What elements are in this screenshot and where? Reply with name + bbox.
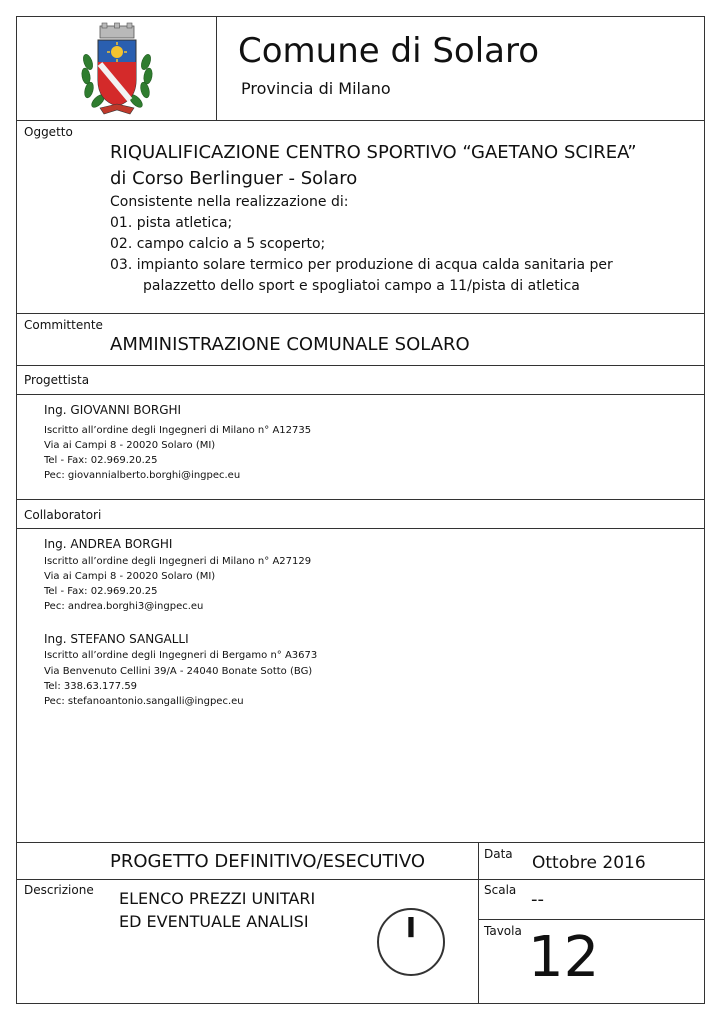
coat-of-arms-logo: [78, 22, 156, 116]
progettista-detail: Pec: giovannialberto.borghi@ingpec.eu: [44, 470, 241, 481]
progettista-detail: Tel - Fax: 02.969.20.25: [44, 455, 158, 466]
oggetto-item: 02. campo calcio a 5 scoperto;: [110, 236, 326, 252]
descrizione-line: ELENCO PREZZI UNITARI: [119, 889, 316, 908]
oggetto-item: 03. impianto solare termico per produzione di acqua calda sanitaria per: [110, 257, 613, 273]
collaboratore-detail: Pec: andrea.borghi3@ingpec.eu: [44, 601, 204, 612]
header-bottom-rule: [16, 120, 705, 121]
collaboratore-name: Ing. STEFANO SANGALLI: [44, 632, 189, 646]
collaboratore-detail: Iscritto all’ordine degli Ingegneri di Bergamo n° A3673: [44, 650, 318, 661]
collaboratori-label: Collaboratori: [24, 508, 102, 522]
page-title: Comune di Solaro: [238, 31, 540, 71]
collaboratore-detail: Via Benvenuto Cellini 39/A - 24040 Bonate Sotto (BG): [44, 666, 313, 677]
header-divider: [216, 16, 217, 120]
oggetto-line2: di Corso Berlinguer - Solaro: [110, 168, 358, 189]
collaboratore-detail: Tel - Fax: 02.969.20.25: [44, 586, 158, 597]
oggetto-label: Oggetto: [24, 125, 73, 139]
section-rule: [16, 394, 705, 395]
section-rule: [16, 313, 705, 314]
committente-value: AMMINISTRAZIONE COMUNALE SOLARO: [110, 334, 470, 355]
oggetto-item: palazzetto dello sport e spogliatoi campo a 11/pista di atletica: [143, 278, 580, 294]
scala-value: --: [531, 889, 544, 910]
oggetto-line1: RIQUALIFICAZIONE CENTRO SPORTIVO “GAETANO SCIREA”: [110, 142, 637, 163]
collaboratore-detail: Pec: stefanoantonio.sangalli@ingpec.eu: [44, 696, 244, 707]
footer-scala-rule: [478, 919, 705, 920]
progettista-name: Ing. GIOVANNI BORGHI: [44, 403, 182, 417]
collaboratore-detail: Via ai Campi 8 - 20020 Solaro (MI): [44, 571, 216, 582]
descrizione-label: Descrizione: [24, 883, 94, 897]
oggetto-line3: Consistente nella realizzazione di:: [110, 194, 349, 210]
footer-vertical-divider: [478, 842, 479, 1004]
scala-label: Scala: [484, 883, 517, 897]
tavola-value: 12: [528, 925, 600, 990]
page-subtitle: Provincia di Milano: [241, 79, 391, 98]
oggetto-item: 01. pista atletica;: [110, 215, 233, 231]
data-label: Data: [484, 847, 513, 861]
tavola-label: Tavola: [484, 924, 522, 938]
section-rule: [16, 528, 705, 529]
descrizione-line: ED EVENTUALE ANALISI: [119, 912, 309, 931]
progettista-detail: Iscritto all’ordine degli Ingegneri di Milano n° A12735: [44, 425, 312, 436]
progettista-label: Progettista: [24, 373, 90, 387]
footer-mid-rule: [16, 879, 705, 880]
collaboratore-detail: Iscritto all’ordine degli Ingegneri di Milano n° A27129: [44, 556, 312, 567]
collaboratore-name: Ing. ANDREA BORGHI: [44, 537, 173, 551]
collaboratore-detail: Tel: 338.63.177.59: [44, 681, 138, 692]
section-rule: [16, 499, 705, 500]
phase-title: PROGETTO DEFINITIVO/ESECUTIVO: [110, 851, 425, 872]
data-value: Ottobre 2016: [532, 853, 646, 873]
committente-label: Committente: [24, 318, 103, 332]
section-badge-label: I: [405, 911, 417, 944]
progettista-detail: Via ai Campi 8 - 20020 Solaro (MI): [44, 440, 216, 451]
section-rule: [16, 365, 705, 366]
footer-top-rule: [16, 842, 705, 843]
